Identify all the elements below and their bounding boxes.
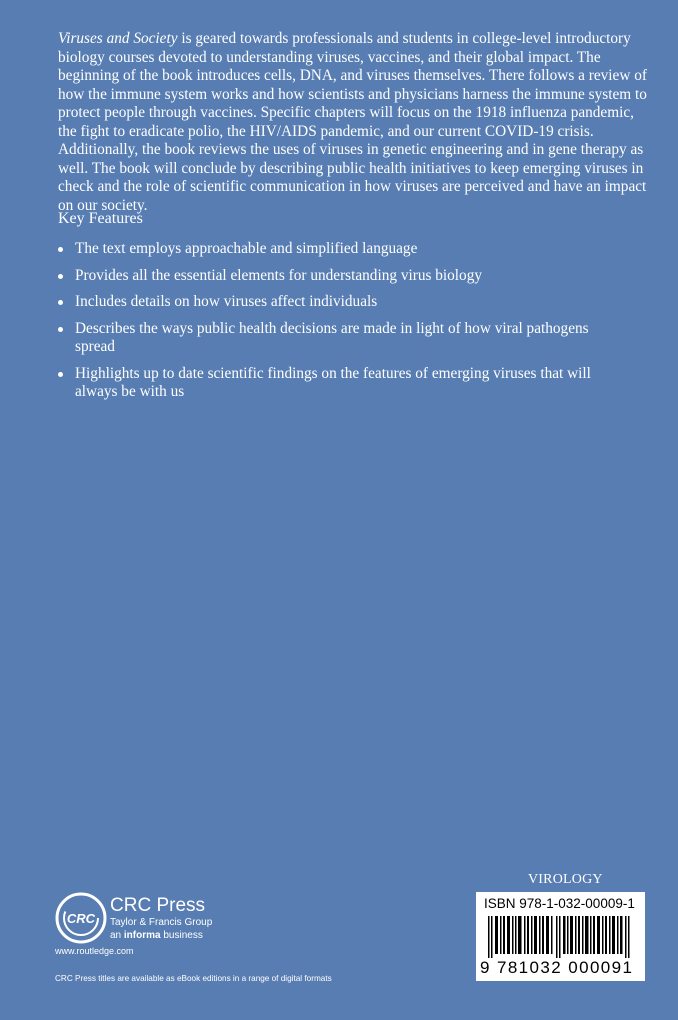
list-item <box>58 267 618 286</box>
list-item <box>58 365 618 402</box>
isbn-barcode-box <box>476 892 645 981</box>
key-features-list <box>58 240 618 410</box>
book-title: Viruses and Society <box>58 30 178 47</box>
barcode-icon <box>488 916 634 958</box>
list-item <box>58 293 618 312</box>
publisher-group: Taylor & Francis Group <box>110 917 213 928</box>
list-item <box>58 240 618 259</box>
list-item <box>58 320 618 357</box>
feature-text: Provides all the essential elements for understanding virus biology <box>75 266 482 284</box>
subject-label: VIROLOGY <box>528 872 603 887</box>
publisher-tagline: an informa business <box>110 930 203 941</box>
feature-text: Includes details on how viruses affect individuals <box>75 293 378 310</box>
feature-text: Highlights up to date scientific findings on the features of emerging viruses that will always be with us <box>75 364 591 400</box>
publisher-name: CRC Press <box>110 895 206 916</box>
ebook-note: CRC Press titles are available as eBook editions in a range of digital formats <box>55 974 332 983</box>
bullet-icon <box>58 300 63 305</box>
blurb-text: is geared towards professionals and students in college-level introductory biology courses devoted to understanding viruses, vaccines, and their global impact. The beginning of the book introduces cells, DNA, and viruses themselves. There follows a review of how the immune system works and how scientists and physicians harness the immune system to protect people through vaccines. Specific chapters will focus on the 1918 influenza pandemic, the fight to eradicate polio, the HIV/AIDS pandemic, and our current COVID-19 crisis. Additionally, the book reviews the uses of viruses in genetic engineering and in gene therapy as well. The book will conclude by describing public health initiatives to keep emerging viruses in check and the role of scientific communication in how viruses are perceived and have an impact on our society. <box>58 30 647 214</box>
bullet-icon <box>58 274 63 279</box>
bullet-icon <box>58 372 63 377</box>
bullet-icon <box>58 247 63 252</box>
publisher-url[interactable]: www.routledge.com <box>55 946 134 956</box>
blurb-paragraph <box>58 30 650 215</box>
key-features-heading: Key Features <box>58 210 143 227</box>
barcode-digits: 9 781032 000091 <box>480 958 634 977</box>
crc-logo-icon <box>55 892 107 944</box>
feature-text: Describes the ways public health decisions are made in light of how viral pathogens spread <box>75 319 589 355</box>
feature-text: The text employs approachable and simplified language <box>75 240 418 257</box>
publisher-block <box>110 896 212 942</box>
bullet-icon <box>58 327 63 332</box>
logo-text: CRC <box>66 911 96 926</box>
isbn-label: ISBN 978-1-032-00009-1 <box>484 896 635 911</box>
